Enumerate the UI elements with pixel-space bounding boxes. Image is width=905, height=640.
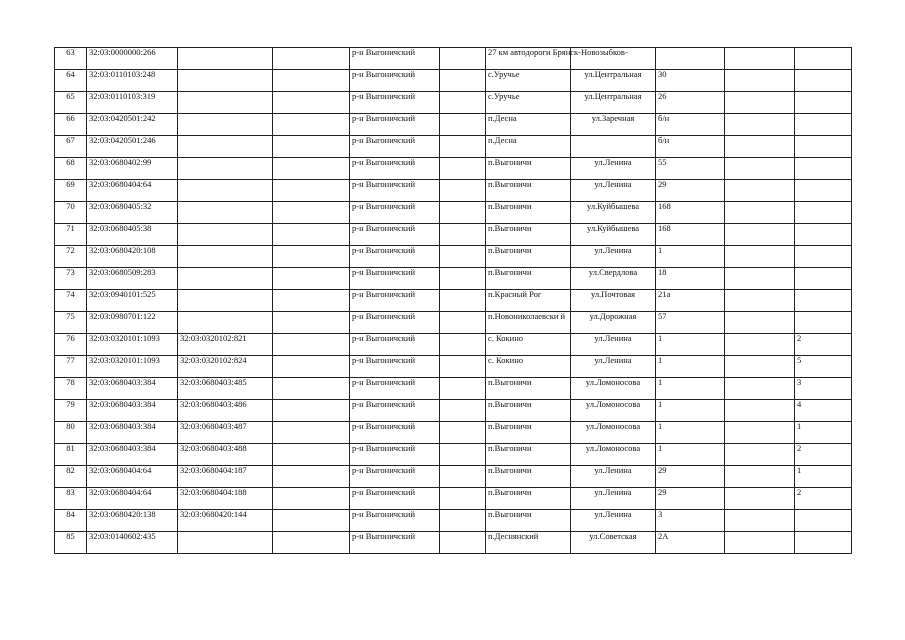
table-row <box>55 400 852 422</box>
district-cell: р-н Выгоничский <box>350 488 440 510</box>
settlement-cell: п.Выгоничи <box>486 488 571 510</box>
cadastral-number: 32:03:0110103:248 <box>87 70 178 92</box>
empty-cell <box>273 466 350 488</box>
district-cell: р-н Выгоничский <box>350 158 440 180</box>
house-number-cell: 3 <box>656 510 725 532</box>
cadastral-number: 32:03:0940101:525 <box>87 290 178 312</box>
cadastral-number: 32:03:0680405:38 <box>87 224 178 246</box>
empty-cell <box>725 400 795 422</box>
empty-cell <box>440 466 486 488</box>
street-cell: ул.Дорожная <box>571 312 656 334</box>
cadastral-number: 32:03:0680403:384 <box>87 444 178 466</box>
district-cell: р-н Выгоничский <box>350 70 440 92</box>
street-cell: ул.Почтовая <box>571 290 656 312</box>
district-cell: р-н Выгоничский <box>350 92 440 114</box>
extra-number-cell <box>795 312 852 334</box>
settlement-cell: п.Выгоничи <box>486 202 571 224</box>
cadastral-number-secondary <box>178 136 273 158</box>
row-number: 65 <box>55 92 87 114</box>
settlement-cell: п.Выгоничи <box>486 158 571 180</box>
extra-number-cell <box>795 70 852 92</box>
row-number: 73 <box>55 268 87 290</box>
street-cell: ул.Куйбышева <box>571 202 656 224</box>
empty-cell <box>273 334 350 356</box>
row-number: 68 <box>55 158 87 180</box>
empty-cell <box>725 422 795 444</box>
settlement-cell: п.Деснянский <box>486 532 571 554</box>
settlement-cell: 27 км автодороги Брянск-Новозыбков- <box>486 48 571 70</box>
street-cell <box>571 136 656 158</box>
extra-number-cell: 5 <box>795 356 852 378</box>
table-row <box>55 180 852 202</box>
street-cell: ул.Свердлова <box>571 268 656 290</box>
row-number: 72 <box>55 246 87 268</box>
district-cell: р-н Выгоничский <box>350 246 440 268</box>
row-number: 76 <box>55 334 87 356</box>
cadastral-number-secondary <box>178 114 273 136</box>
settlement-cell: п.Выгоничи <box>486 180 571 202</box>
empty-cell <box>273 356 350 378</box>
street-cell: ул.Ломоносова <box>571 444 656 466</box>
cadastral-number: 32:03:0680404:64 <box>87 488 178 510</box>
settlement-cell: п.Выгоничи <box>486 378 571 400</box>
cadastral-number-secondary <box>178 312 273 334</box>
district-cell: р-н Выгоничский <box>350 136 440 158</box>
house-number-cell: 168 <box>656 202 725 224</box>
district-cell: р-н Выгоничский <box>350 48 440 70</box>
house-number-cell: 168 <box>656 224 725 246</box>
empty-cell <box>273 312 350 334</box>
empty-cell <box>725 488 795 510</box>
row-number: 77 <box>55 356 87 378</box>
empty-cell <box>273 70 350 92</box>
street-cell: ул.Ломоносова <box>571 400 656 422</box>
cadastral-number: 32:03:0980701:122 <box>87 312 178 334</box>
street-cell: ул.Ленина <box>571 356 656 378</box>
empty-cell <box>725 246 795 268</box>
table-row <box>55 312 852 334</box>
property-register-table <box>54 47 852 554</box>
district-cell: р-н Выгоничский <box>350 422 440 444</box>
row-number: 79 <box>55 400 87 422</box>
district-cell: р-н Выгоничский <box>350 444 440 466</box>
empty-cell <box>440 70 486 92</box>
empty-cell <box>273 180 350 202</box>
row-number: 81 <box>55 444 87 466</box>
empty-cell <box>725 334 795 356</box>
cadastral-number-secondary <box>178 246 273 268</box>
extra-number-cell: 1 <box>795 422 852 444</box>
house-number-cell: 29 <box>656 488 725 510</box>
district-cell: р-н Выгоничский <box>350 356 440 378</box>
district-cell: р-н Выгоничский <box>350 334 440 356</box>
empty-cell <box>273 136 350 158</box>
empty-cell <box>440 158 486 180</box>
empty-cell <box>725 510 795 532</box>
street-cell: ул.Центральная <box>571 70 656 92</box>
cadastral-number-secondary <box>178 224 273 246</box>
table-row <box>55 422 852 444</box>
settlement-cell: с.Уручье <box>486 70 571 92</box>
house-number-cell: 1 <box>656 378 725 400</box>
cadastral-number-secondary <box>178 48 273 70</box>
empty-cell <box>273 290 350 312</box>
house-number-cell: 18 <box>656 268 725 290</box>
cadastral-number-secondary: 32:03:0680403:488 <box>178 444 273 466</box>
district-cell: р-н Выгоничский <box>350 180 440 202</box>
table-row <box>55 334 852 356</box>
street-cell: ул.Ленина <box>571 158 656 180</box>
empty-cell <box>725 48 795 70</box>
cadastral-number: 32:03:0420501:242 <box>87 114 178 136</box>
cadastral-number-secondary <box>178 268 273 290</box>
table-row <box>55 202 852 224</box>
street-cell: ул.Ленина <box>571 466 656 488</box>
row-number: 78 <box>55 378 87 400</box>
settlement-cell: п.Десна <box>486 114 571 136</box>
table-row <box>55 532 852 554</box>
district-cell: р-н Выгоничский <box>350 312 440 334</box>
street-cell: ул.Ленина <box>571 488 656 510</box>
empty-cell <box>273 444 350 466</box>
cadastral-number: 32:03:0320101:1093 <box>87 334 178 356</box>
table-row <box>55 136 852 158</box>
empty-cell <box>440 532 486 554</box>
extra-number-cell <box>795 92 852 114</box>
empty-cell <box>273 114 350 136</box>
empty-cell <box>273 400 350 422</box>
street-cell: ул.Ленина <box>571 246 656 268</box>
empty-cell <box>725 466 795 488</box>
street-cell: ул.Ленина <box>571 180 656 202</box>
empty-cell <box>440 444 486 466</box>
district-cell: р-н Выгоничский <box>350 466 440 488</box>
house-number-cell: 26 <box>656 92 725 114</box>
extra-number-cell: 2 <box>795 488 852 510</box>
empty-cell <box>440 290 486 312</box>
house-number-cell: 1 <box>656 356 725 378</box>
row-number: 66 <box>55 114 87 136</box>
district-cell: р-н Выгоничский <box>350 268 440 290</box>
empty-cell <box>725 224 795 246</box>
house-number-cell: 29 <box>656 466 725 488</box>
empty-cell <box>725 114 795 136</box>
empty-cell <box>440 246 486 268</box>
empty-cell <box>273 378 350 400</box>
settlement-cell: п.Выгоничи <box>486 466 571 488</box>
settlement-cell: п.Выгоничи <box>486 246 571 268</box>
district-cell: р-н Выгоничский <box>350 510 440 532</box>
district-cell: р-н Выгоничский <box>350 202 440 224</box>
cadastral-number: 32:03:0680402:99 <box>87 158 178 180</box>
cadastral-number-secondary: 32:03:0680420:144 <box>178 510 273 532</box>
settlement-cell: с.Уручье <box>486 92 571 114</box>
street-cell: ул.Заречная <box>571 114 656 136</box>
table-row <box>55 290 852 312</box>
cadastral-number: 32:03:0320101:1093 <box>87 356 178 378</box>
empty-cell <box>273 532 350 554</box>
street-cell: ул.Куйбышева <box>571 224 656 246</box>
empty-cell <box>725 356 795 378</box>
house-number-cell: 2А <box>656 532 725 554</box>
table-row <box>55 510 852 532</box>
table-row <box>55 356 852 378</box>
settlement-cell: п.Новониколаевски й <box>486 312 571 334</box>
empty-cell <box>273 246 350 268</box>
settlement-cell: п.Выгоничи <box>486 224 571 246</box>
house-number-cell: 1 <box>656 400 725 422</box>
settlement-cell: п.Выгоничи <box>486 510 571 532</box>
empty-cell <box>725 158 795 180</box>
cadastral-number: 32:03:0680403:384 <box>87 378 178 400</box>
district-cell: р-н Выгоничский <box>350 378 440 400</box>
district-cell: р-н Выгоничский <box>350 290 440 312</box>
extra-number-cell <box>795 224 852 246</box>
settlement-cell: п.Выгоничи <box>486 268 571 290</box>
table-row <box>55 246 852 268</box>
district-cell: р-н Выгоничский <box>350 114 440 136</box>
extra-number-cell: 2 <box>795 334 852 356</box>
row-number: 83 <box>55 488 87 510</box>
settlement-cell: п.Выгоничи <box>486 422 571 444</box>
extra-number-cell <box>795 202 852 224</box>
empty-cell <box>440 510 486 532</box>
street-cell: ул.Ломоносова <box>571 378 656 400</box>
empty-cell <box>725 312 795 334</box>
empty-cell <box>725 202 795 224</box>
extra-number-cell <box>795 180 852 202</box>
row-number: 80 <box>55 422 87 444</box>
settlement-cell: с. Кокино <box>486 334 571 356</box>
cadastral-number-secondary <box>178 532 273 554</box>
empty-cell <box>725 290 795 312</box>
house-number-cell: 29 <box>656 180 725 202</box>
street-cell: ул.Ломоносова <box>571 422 656 444</box>
cadastral-number: 32:03:0680403:384 <box>87 400 178 422</box>
register-body <box>55 48 852 554</box>
cadastral-number-secondary: 32:03:0680404:187 <box>178 466 273 488</box>
table-row <box>55 488 852 510</box>
table-row <box>55 466 852 488</box>
empty-cell <box>440 334 486 356</box>
empty-cell <box>440 268 486 290</box>
house-number-cell: 57 <box>656 312 725 334</box>
cadastral-number-secondary: 32:03:0680403:487 <box>178 422 273 444</box>
empty-cell <box>725 532 795 554</box>
row-number: 64 <box>55 70 87 92</box>
table-row <box>55 378 852 400</box>
table-row <box>55 114 852 136</box>
district-cell: р-н Выгоничский <box>350 400 440 422</box>
extra-number-cell <box>795 290 852 312</box>
cadastral-number-secondary: 32:03:0320102:824 <box>178 356 273 378</box>
extra-number-cell <box>795 48 852 70</box>
extra-number-cell <box>795 268 852 290</box>
empty-cell <box>725 70 795 92</box>
empty-cell <box>273 92 350 114</box>
settlement-cell: п.Выгоничи <box>486 444 571 466</box>
empty-cell <box>440 422 486 444</box>
cadastral-number-secondary <box>178 70 273 92</box>
empty-cell <box>440 488 486 510</box>
cadastral-number: 32:03:0420501:246 <box>87 136 178 158</box>
row-number: 82 <box>55 466 87 488</box>
empty-cell <box>273 510 350 532</box>
cadastral-number: 32:03:0110103:319 <box>87 92 178 114</box>
house-number-cell: 30 <box>656 70 725 92</box>
row-number: 63 <box>55 48 87 70</box>
cadastral-number: 32:03:0680420:138 <box>87 510 178 532</box>
cadastral-number-secondary <box>178 202 273 224</box>
empty-cell <box>273 158 350 180</box>
extra-number-cell <box>795 158 852 180</box>
table-row <box>55 268 852 290</box>
empty-cell <box>440 114 486 136</box>
extra-number-cell: 4 <box>795 400 852 422</box>
table-row <box>55 48 852 70</box>
empty-cell <box>725 92 795 114</box>
cadastral-number-secondary <box>178 180 273 202</box>
empty-cell <box>440 202 486 224</box>
table-row <box>55 444 852 466</box>
row-number: 74 <box>55 290 87 312</box>
cadastral-number-secondary <box>178 92 273 114</box>
empty-cell <box>273 202 350 224</box>
empty-cell <box>273 488 350 510</box>
cadastral-number-secondary: 32:03:0680403:485 <box>178 378 273 400</box>
row-number: 75 <box>55 312 87 334</box>
empty-cell <box>440 224 486 246</box>
extra-number-cell <box>795 532 852 554</box>
empty-cell <box>440 136 486 158</box>
cadastral-number: 32:03:0680403:384 <box>87 422 178 444</box>
extra-number-cell <box>795 510 852 532</box>
empty-cell <box>440 92 486 114</box>
cadastral-number: 32:03:0680404:64 <box>87 466 178 488</box>
house-number-cell <box>656 48 725 70</box>
extra-number-cell: 2 <box>795 444 852 466</box>
cadastral-number: 32:03:0680405:32 <box>87 202 178 224</box>
cadastral-number-secondary <box>178 290 273 312</box>
empty-cell <box>273 48 350 70</box>
settlement-cell: п.Десна <box>486 136 571 158</box>
row-number: 70 <box>55 202 87 224</box>
settlement-cell: п.Выгоничи <box>486 400 571 422</box>
extra-number-cell <box>795 114 852 136</box>
empty-cell <box>440 48 486 70</box>
empty-cell <box>725 444 795 466</box>
house-number-cell: 1 <box>656 334 725 356</box>
extra-number-cell <box>795 136 852 158</box>
row-number: 69 <box>55 180 87 202</box>
empty-cell <box>273 268 350 290</box>
district-cell: р-н Выгоничский <box>350 224 440 246</box>
cadastral-number: 32:03:0680420:108 <box>87 246 178 268</box>
table-row <box>55 224 852 246</box>
empty-cell <box>440 400 486 422</box>
house-number-cell: б/н <box>656 136 725 158</box>
extra-number-cell: 3 <box>795 378 852 400</box>
row-number: 84 <box>55 510 87 532</box>
table-row <box>55 70 852 92</box>
cadastral-number-secondary <box>178 158 273 180</box>
cadastral-number: 32:03:0680404:64 <box>87 180 178 202</box>
row-number: 85 <box>55 532 87 554</box>
settlement-cell: п.Красный Рог <box>486 290 571 312</box>
row-number: 71 <box>55 224 87 246</box>
cadastral-number-secondary: 32:03:0680403:486 <box>178 400 273 422</box>
empty-cell <box>440 378 486 400</box>
house-number-cell: 21а <box>656 290 725 312</box>
empty-cell <box>725 180 795 202</box>
row-number: 67 <box>55 136 87 158</box>
street-cell: ул.Советская <box>571 532 656 554</box>
house-number-cell: 1 <box>656 422 725 444</box>
house-number-cell: б/н <box>656 114 725 136</box>
empty-cell <box>725 268 795 290</box>
extra-number-cell <box>795 246 852 268</box>
cadastral-number: 32:03:0680509:283 <box>87 268 178 290</box>
empty-cell <box>273 422 350 444</box>
empty-cell <box>725 136 795 158</box>
extra-number-cell: 1 <box>795 466 852 488</box>
cadastral-number-secondary: 32:03:0320102:821 <box>178 334 273 356</box>
empty-cell <box>725 378 795 400</box>
cadastral-number-secondary: 32:03:0680404:188 <box>178 488 273 510</box>
cadastral-number: 32:03:0140602:435 <box>87 532 178 554</box>
house-number-cell: 55 <box>656 158 725 180</box>
empty-cell <box>273 224 350 246</box>
table-row <box>55 92 852 114</box>
district-cell: р-н Выгоничский <box>350 532 440 554</box>
cadastral-number: 32:03:0000000:266 <box>87 48 178 70</box>
settlement-cell: с. Кокино <box>486 356 571 378</box>
table-row <box>55 158 852 180</box>
street-cell: ул.Ленина <box>571 334 656 356</box>
house-number-cell: 1 <box>656 444 725 466</box>
house-number-cell: 1 <box>656 246 725 268</box>
empty-cell <box>440 312 486 334</box>
street-cell: ул.Центральная <box>571 92 656 114</box>
empty-cell <box>440 356 486 378</box>
street-cell: ул.Ленина <box>571 510 656 532</box>
empty-cell <box>440 180 486 202</box>
